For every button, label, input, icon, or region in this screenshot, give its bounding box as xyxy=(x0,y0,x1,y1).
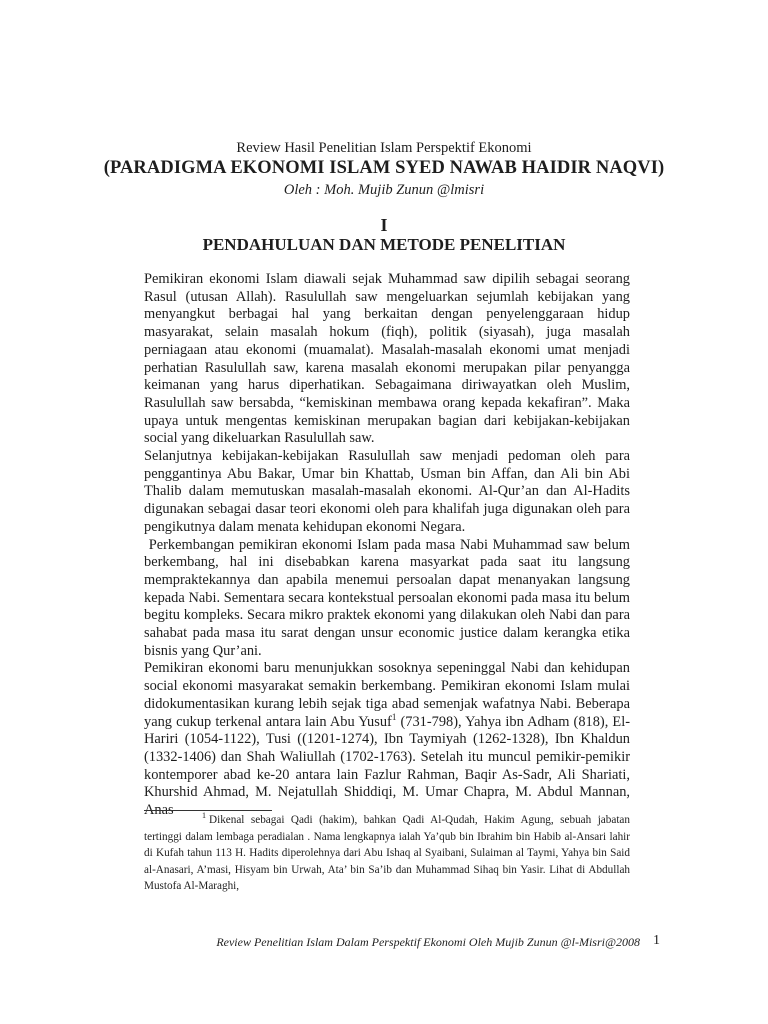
page-number: 1 xyxy=(653,933,660,948)
chapter-number: I xyxy=(380,215,388,235)
footnote xyxy=(144,812,630,895)
footnote-separator xyxy=(144,810,272,811)
paragraph-4 xyxy=(144,660,630,819)
paragraph-2: Selanjutnya kebijakan-kebijakan Rasulullah saw menjadi pedoman oleh para penggantinya Abu Bakar, Umar bin Khattab, Usman bin Affan, dan Ali bin Abi Thalib dalam memutuskan masalah-masalah ekonomi. Al-Qur’an dan Al-Hadits digunakan sebagai dasar teori ekonomi oleh para khalifah juga digunakan oleh para pengikutnya dalam menata kehidupan ekonomi Negara. xyxy=(144,448,630,535)
paragraph-1: Pemikiran ekonomi Islam diawali sejak Muhammad saw dipilih sebagai seorang Rasul (utusan Allah). Rasulullah saw mengeluarkan sejumlah kebijakan yang menyangkut berbagai hal yang berkaitan dengan penyelenggaraan hidup masyarakat, selain masalah hokum (fiqh), politik (siyasah), juga masalah perniagaan atau ekonomi (muamalat). Masalah-masalah ekonomi umat menjadi perhatian Rasulullah saw, karena masalah ekonomi merupakan pilar penyangga keimanan yang harus diperhatikan. Sebagaimana diriwayatkan oleh Muslim, Rasulullah saw bersabda, “kemiskinan membawa orang kepada kekafiran”. Maka upaya untuk mengentas kemiskinan merupakan bagian dari kebijakan-kebijakan social yang dikeluarkan Rasulullah saw. xyxy=(144,271,630,447)
paragraph-3: Perkembangan pemikiran ekonomi Islam pada masa Nabi Muhammad saw belum berkembang, hal ini disebabkan karena masyarkat pada saat itu langsung mempraktekannya dan apabila menemui persoalan dapat menanyakan langsung kepada Nabi. Sementara secara kontekstual persoalan ekonomi pada masa itu belum begitu kompleks. Secara mikro praktek ekonomi yang dilakukan oleh Nabi dan para sahabat pada masa itu sarat dengan unsur economic justice dalam kerangka etika bisnis yang Qur’ani. xyxy=(144,536,634,659)
chapter-title: PENDAHULUAN DAN METODE PENELITIAN xyxy=(202,235,566,254)
body-text xyxy=(144,271,634,820)
paragraph-4-text-end: (731-798), Yahya ibn Adham (818), El-Hariri (1054-1122), Tusi ((1201-1274), Ibn Taymiyah (1262-1328), Ibn Khaldun (1332-1406) dan Shah Waliullah (1702-1763). Setelah itu muncul pemikir-pemikir kontemporer abad ke-20 antara lain Fazlur Rahman, Baqir As-Sadr, Ali Shariati, Khurshid Ahmad, M. Nejatullah Shiddiqi, M. Umar Chapra, M. Abdul Mannan, Anas xyxy=(144,713,630,819)
footnote-text: Dikenal sebagai Qadi (hakim), bahkan Qadi Al-Qudah, Hakim Agung, sebuah jabatan tertinggi dalam lembaga peradialan . Nama lengkapnya ialah Ya’qub bin Ibrahim bin Habib al-Ansari lahir di Kufah tahun 113 H. Hadits diperolehnya dari Abu Ishaq al Syaibani, Sulaiman al Taymi, Yahya bin Said al-Anasari, A’masi, Hisyam bin Urwah, Ata’ bin Sa’ib dan Muhammad Sihaq bin Yasir. Lihat di Abdullah Mustofa Al-Maraghi, xyxy=(144,814,630,892)
footnote-mark: 1 xyxy=(202,811,206,821)
document-pre-title: Review Hasil Penelitian Islam Perspektif Ekonomi xyxy=(236,140,532,156)
document-author: Oleh : Moh. Mujib Zunun @lmisri xyxy=(283,182,485,198)
document-main-title: (PARADIGMA EKONOMI ISLAM SYED NAWAB HAIDIR NAQVI) xyxy=(103,158,665,178)
footnote-reference: 1 xyxy=(391,711,397,722)
running-footer: Review Penelitian Islam Dalam Perspektif Ekonomi Oleh Mujib Zunun @l-Misri@2008 xyxy=(216,935,640,949)
paragraph-4-text-start: Pemikiran ekonomi baru menunjukkan sosoknya sepeninggal Nabi dan kehidupan social ekonomi masyarakat semakin berkembang. Pemikiran ekonomi Islam mulai didokumentasikan kurang lebih sejak tiga abad semenjak wafatnya Nabi. Beberapa yang cukup terkenal antara lain Abu Yusuf xyxy=(144,660,630,730)
